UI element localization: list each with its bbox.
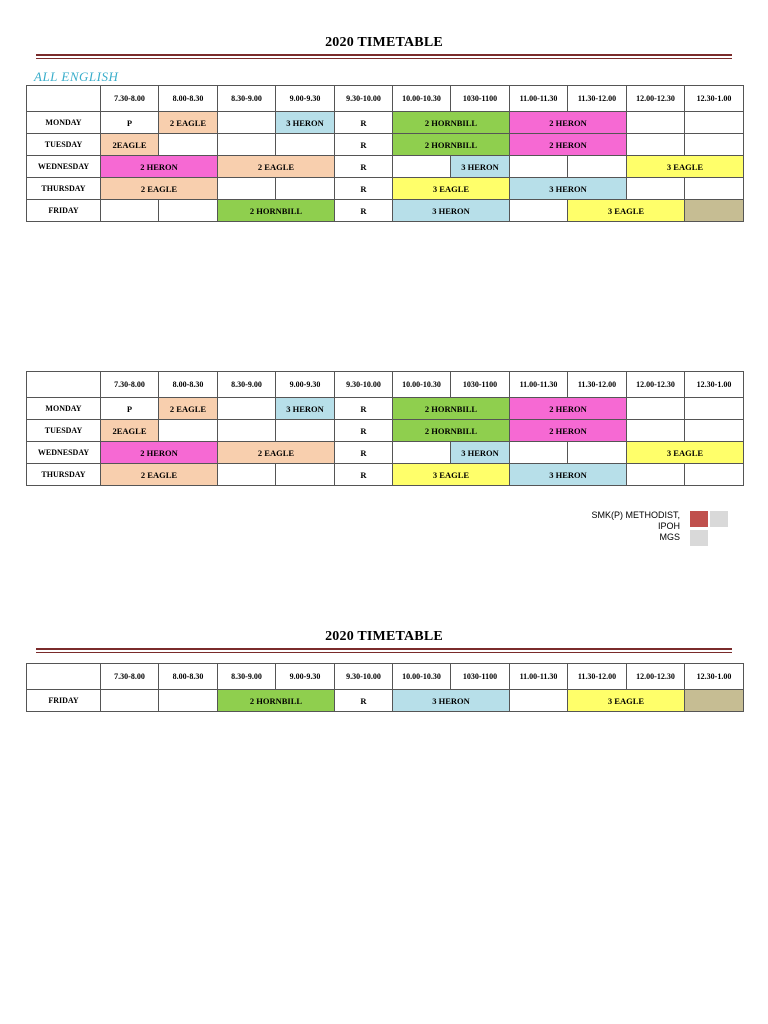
cell: 2 HERON	[510, 420, 627, 442]
cell-empty	[276, 134, 335, 156]
cell-empty	[568, 156, 627, 178]
table-row-wednesday	[27, 156, 744, 178]
page-title: 2020 TIMETABLE	[325, 629, 443, 644]
page-title: 2020 TIMETABLE	[325, 35, 443, 50]
cell-empty	[101, 200, 159, 222]
cell: 2 HORNBILL	[393, 420, 510, 442]
cell-empty	[218, 178, 276, 200]
cell: 2 HERON	[101, 156, 218, 178]
cell: 3 EAGLE	[568, 690, 685, 712]
header-slot: 7.30-8.00	[101, 86, 159, 112]
header-row	[27, 664, 744, 690]
subtitle: ALL ENGLISH	[34, 69, 119, 84]
header-slot: 11.00-11.30	[510, 86, 568, 112]
header-slot: 8.00-8.30	[159, 372, 218, 398]
header-slot: 10.00-10.30	[393, 372, 451, 398]
cell: 3 EAGLE	[568, 200, 685, 222]
cell-empty	[627, 112, 685, 134]
cell-empty	[627, 178, 685, 200]
day-label: TUESDAY	[27, 134, 101, 156]
cell: 3 HERON	[451, 442, 510, 464]
cell-empty	[685, 420, 744, 442]
cell: R	[335, 442, 393, 464]
legend-swatch-grey	[690, 530, 708, 546]
cell: 3 EAGLE	[627, 156, 744, 178]
cell: 2 EAGLE	[159, 398, 218, 420]
cell: 3 EAGLE	[393, 178, 510, 200]
table-row-friday	[27, 200, 744, 222]
day-label: TUESDAY	[27, 420, 101, 442]
cell: 2 EAGLE	[218, 156, 335, 178]
cell-empty	[276, 464, 335, 486]
legend-swatch-red	[690, 511, 708, 527]
day-label: WEDNESDAY	[27, 442, 101, 464]
header-slot: 11.30-12.00	[568, 664, 627, 690]
header-slot: 7.30-8.00	[101, 372, 159, 398]
cell-empty	[159, 420, 218, 442]
cell-empty	[568, 442, 627, 464]
cell-empty	[159, 690, 218, 712]
table-row-wednesday	[27, 442, 744, 464]
title-rule	[36, 648, 732, 653]
cell: 2 EAGLE	[218, 442, 335, 464]
cell-empty	[510, 442, 568, 464]
cell: 3 HERON	[510, 178, 627, 200]
header-slot: 8.30-9.00	[218, 664, 276, 690]
header-corner	[27, 86, 101, 112]
table-row-tuesday	[27, 420, 744, 442]
cell-empty	[276, 420, 335, 442]
timetable-2	[26, 371, 744, 486]
day-label: THURSDAY	[27, 178, 101, 200]
legend-line: MGS	[659, 532, 680, 542]
cell: R	[335, 464, 393, 486]
table-row-thursday	[27, 178, 744, 200]
header-slot: 7.30-8.00	[101, 664, 159, 690]
cell: 3 HERON	[393, 690, 510, 712]
cell-empty	[218, 420, 276, 442]
cell-empty	[101, 690, 159, 712]
cell: 2 HERON	[510, 398, 627, 420]
header-slot: 12.30-1.00	[685, 86, 744, 112]
header-slot: 9.30-10.00	[335, 372, 393, 398]
day-label: MONDAY	[27, 112, 101, 134]
cell: 2 HORNBILL	[218, 200, 335, 222]
cell: R	[335, 200, 393, 222]
cell: 3 EAGLE	[627, 442, 744, 464]
header-slot: 9.00-9.30	[276, 86, 335, 112]
header-slot: 12.30-1.00	[685, 372, 744, 398]
cell-empty	[510, 690, 568, 712]
header-slot: 1030-1100	[451, 664, 510, 690]
legend-line: SMK(P) METHODIST,	[591, 510, 680, 520]
cell: 2 HERON	[510, 112, 627, 134]
legend-line: IPOH	[657, 521, 680, 531]
cell: P	[101, 398, 159, 420]
cell-empty	[218, 464, 276, 486]
cell: 3 HERON	[276, 398, 335, 420]
cell-empty	[218, 398, 276, 420]
timetable-1	[26, 85, 744, 222]
cell: R	[335, 690, 393, 712]
cell: 2EAGLE	[101, 420, 159, 442]
cell: R	[335, 112, 393, 134]
cell-empty	[627, 398, 685, 420]
header-slot: 9.30-10.00	[335, 86, 393, 112]
table-row-monday	[27, 112, 744, 134]
header-slot: 8.30-9.00	[218, 86, 276, 112]
header-slot: 11.00-11.30	[510, 664, 568, 690]
cell: 3 EAGLE	[393, 464, 510, 486]
header-slot: 11.30-12.00	[568, 372, 627, 398]
cell: R	[335, 134, 393, 156]
table-row-tuesday	[27, 134, 744, 156]
cell: P	[101, 112, 159, 134]
cell-empty	[685, 178, 744, 200]
cell-shaded	[685, 200, 744, 222]
cell-empty	[685, 134, 744, 156]
header-slot: 9.00-9.30	[276, 664, 335, 690]
cell-empty	[159, 134, 218, 156]
cell-empty	[627, 464, 685, 486]
header-slot: 8.30-9.00	[218, 372, 276, 398]
cell-empty	[159, 200, 218, 222]
cell: 2 EAGLE	[101, 464, 218, 486]
cell-empty	[685, 112, 744, 134]
table-row-thursday	[27, 464, 744, 486]
cell-empty	[393, 442, 451, 464]
cell: 2 EAGLE	[159, 112, 218, 134]
header-slot: 11.00-11.30	[510, 372, 568, 398]
cell-empty	[510, 156, 568, 178]
title-rule	[36, 54, 732, 59]
day-label: FRIDAY	[27, 690, 101, 712]
header-row	[27, 372, 744, 398]
header-corner	[27, 664, 101, 690]
header-slot: 8.00-8.30	[159, 664, 218, 690]
cell-empty	[685, 464, 744, 486]
table-row-friday	[27, 690, 744, 712]
cell: 2 HORNBILL	[218, 690, 335, 712]
legend-text	[591, 510, 680, 543]
header-slot: 9.00-9.30	[276, 372, 335, 398]
cell-shaded	[685, 690, 744, 712]
day-label: MONDAY	[27, 398, 101, 420]
header-slot: 12.00-12.30	[627, 372, 685, 398]
header-slot: 8.00-8.30	[159, 86, 218, 112]
header-slot: 10.00-10.30	[393, 664, 451, 690]
cell: 2 HORNBILL	[393, 112, 510, 134]
header-slot: 12.30-1.00	[685, 664, 744, 690]
cell: R	[335, 156, 393, 178]
cell: 2 EAGLE	[101, 178, 218, 200]
cell-empty	[627, 420, 685, 442]
cell-empty	[685, 398, 744, 420]
cell: 3 HERON	[451, 156, 510, 178]
cell-empty	[393, 156, 451, 178]
cell: 3 HERON	[510, 464, 627, 486]
header-slot: 9.30-10.00	[335, 664, 393, 690]
header-row	[27, 86, 744, 112]
cell: 3 HERON	[393, 200, 510, 222]
cell: 2 HORNBILL	[393, 398, 510, 420]
legend-swatch-grey	[710, 511, 728, 527]
day-label: WEDNESDAY	[27, 156, 101, 178]
header-slot: 10.00-10.30	[393, 86, 451, 112]
day-label: THURSDAY	[27, 464, 101, 486]
cell: 2EAGLE	[101, 134, 159, 156]
header-slot: 12.00-12.30	[627, 664, 685, 690]
cell-empty	[218, 112, 276, 134]
cell: R	[335, 398, 393, 420]
timetable-3	[26, 663, 744, 712]
cell: 3 HERON	[276, 112, 335, 134]
cell-empty	[510, 200, 568, 222]
cell-empty	[218, 134, 276, 156]
table-row-monday	[27, 398, 744, 420]
header-slot: 12.00-12.30	[627, 86, 685, 112]
cell: R	[335, 420, 393, 442]
header-slot: 11.30-12.00	[568, 86, 627, 112]
cell: 2 HORNBILL	[393, 134, 510, 156]
day-label: FRIDAY	[27, 200, 101, 222]
cell: 2 HERON	[510, 134, 627, 156]
cell: 2 HERON	[101, 442, 218, 464]
cell-empty	[276, 178, 335, 200]
header-corner	[27, 372, 101, 398]
cell: R	[335, 178, 393, 200]
header-slot: 1030-1100	[451, 372, 510, 398]
header-slot: 1030-1100	[451, 86, 510, 112]
cell-empty	[627, 134, 685, 156]
